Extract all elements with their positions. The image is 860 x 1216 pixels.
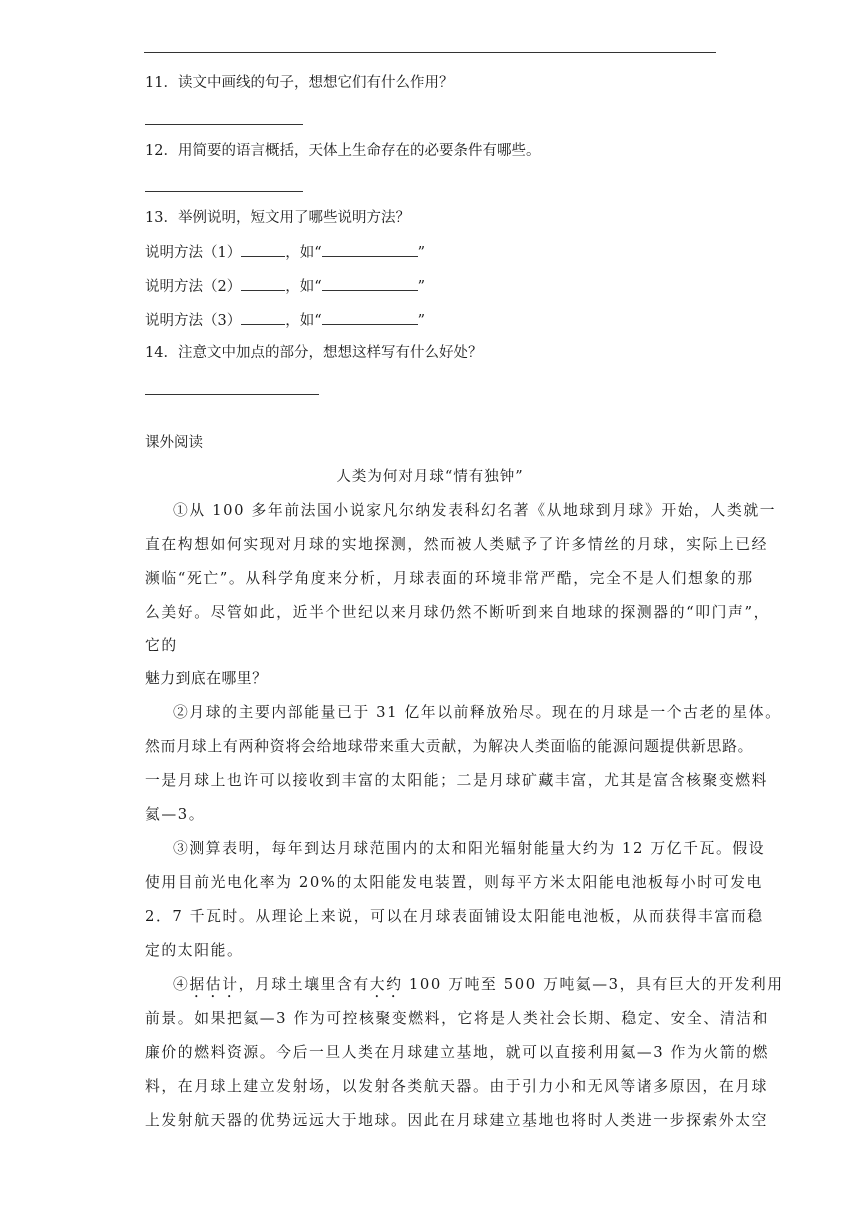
method-mid: ，如“ xyxy=(285,313,322,329)
article-line: 魅力到底在哪里？ xyxy=(145,670,268,687)
article-line: ①从 100 多年前法国小说家凡尔纳发表科幻名著《从地球到月球》开始，人类就一 xyxy=(173,502,777,519)
example-blank[interactable] xyxy=(322,242,418,257)
text-segment: 100 万吨至 500 万吨氦—3，具有巨大的开发利用 xyxy=(402,976,784,993)
dotted-emphasis: 大约 xyxy=(369,976,403,993)
article-line: 直在构想如何实现对月球的实地探测，然而被人类赋予了许多情丝的月球，实际上已经 xyxy=(145,536,769,553)
article-line: 使用目前光电化率为 20%的太阳能发电装置，则每平方米太阳能电池板每小时可发电 xyxy=(145,874,763,891)
article-line: 濒临“死亡”。从科学角度来分析，月球表面的环境非常严酷，完全不是人们想象的那 xyxy=(145,570,754,587)
article-line: ②月球的主要内部能量已于 31 亿年以前释放殆尽。现在的月球是一个古老的星体。 xyxy=(173,704,782,721)
method-blank[interactable] xyxy=(241,276,285,291)
method-end: ” xyxy=(417,313,426,329)
method-row-1 xyxy=(145,242,425,263)
method-blank[interactable] xyxy=(241,310,285,325)
article-line: 氦—3。 xyxy=(145,806,206,823)
article-line: 上发射航天器的优势远远大于地球。因此在月球建立基地也将时人类进一步探索外太空 xyxy=(145,1112,769,1129)
method-label: 说明方法（1） xyxy=(145,245,242,261)
answer-line-14[interactable] xyxy=(145,394,319,395)
question-12: 12．用简要的语言概括，天体上生命存在的必要条件有哪些。 xyxy=(145,143,541,159)
article-title: 人类为何对月球“情有独钟” xyxy=(336,469,524,485)
top-divider xyxy=(144,52,716,53)
answer-line-11[interactable] xyxy=(145,124,303,125)
question-11: 11．读文中画线的句子，想想它们有什么作用？ xyxy=(145,75,454,91)
article-line: ③测算表明，每年到达月球范围内的太和阳光辐射能量大约为 12 万亿千瓦。假设 xyxy=(173,840,766,857)
article-line: 2．7 千瓦时。从理论上来说，可以在月球表面铺设太阳能电池板，从而获得丰富而稳 xyxy=(145,908,764,925)
article-line: 定的太阳能。 xyxy=(145,942,244,959)
method-blank[interactable] xyxy=(241,242,285,257)
method-mid: ，如“ xyxy=(285,245,322,261)
article-line: 料，在月球上建立发射场，以发射各类航天器。由于引力小和无风等诸多原因，在月球 xyxy=(145,1078,769,1095)
example-blank[interactable] xyxy=(322,276,418,291)
question-13: 13．举例说明，短文用了哪些说明方法？ xyxy=(145,210,410,226)
dotted-emphasis: 据估计 xyxy=(189,976,239,993)
method-row-2 xyxy=(145,276,425,297)
paragraph-number: ④ xyxy=(173,976,190,993)
question-14: 14．注意文中加点的部分，想想这样写有什么好处？ xyxy=(145,345,483,361)
section-title: 课外阅读 xyxy=(145,435,203,451)
article-line xyxy=(173,975,784,1001)
article-line: 然而月球上有两种资将会给地球带来重大贡献，为解决人类面临的能源问题提供新思路。 xyxy=(145,738,754,755)
method-end: ” xyxy=(417,279,426,295)
method-mid: ，如“ xyxy=(285,279,322,295)
example-blank[interactable] xyxy=(322,310,418,325)
answer-line-12[interactable] xyxy=(145,191,303,192)
method-end: ” xyxy=(417,245,426,261)
article-line: 廉价的燃料资源。今后一旦人类在月球建立基地，就可以直接利用氦—3 作为火箭的燃 xyxy=(145,1044,770,1061)
method-label: 说明方法（3） xyxy=(145,313,242,329)
article-line: 它的 xyxy=(145,637,178,654)
method-row-3 xyxy=(145,310,425,331)
article-line: 么美好。尽管如此，近半个世纪以来月球仍然不断听到来自地球的探测器的“叩门声”， xyxy=(145,604,771,621)
text-segment: ，月球土壤里含有 xyxy=(238,976,370,993)
article-line: 前景。如果把氦—3 作为可控核聚变燃料，它将是人类社会长期、稳定、安全、清洁和 xyxy=(145,1010,770,1027)
method-label: 说明方法（2） xyxy=(145,279,242,295)
article-line: 一是月球上也许可以接收到丰富的太阳能；二是月球矿藏丰富，尤其是富含核聚变燃料 xyxy=(145,772,769,789)
